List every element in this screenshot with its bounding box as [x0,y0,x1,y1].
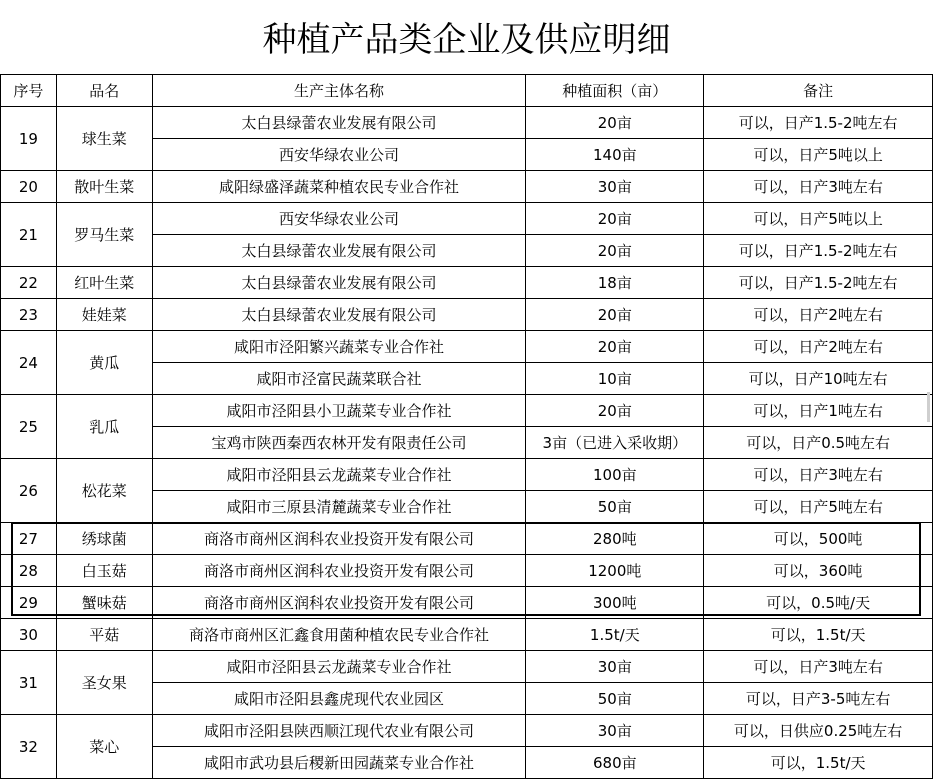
producer-cell: 咸阳市泾阳县云龙蔬菜专业合作社 [152,651,526,683]
table-row [1,171,933,203]
producer-cell: 咸阳市三原县清麓蔬菜专业合作社 [152,491,526,523]
remarks-cell: 可以，日产1.5-2吨左右 [704,235,933,267]
remarks-cell: 可以，500吨 [704,523,933,555]
producer-cell: 咸阳市泾阳县鑫虎现代农业园区 [152,683,526,715]
area-cell: 100亩 [526,459,704,491]
remarks-cell: 可以，日产2吨左右 [704,331,933,363]
producer-cell: 太白县绿蕾农业发展有限公司 [152,299,526,331]
table-row [1,267,933,299]
table-row [1,523,933,555]
seq-cell: 32 [1,715,57,779]
seq-cell: 24 [1,331,57,395]
product-name-cell: 罗马生菜 [56,203,152,267]
table-row [1,619,933,651]
remarks-cell: 可以，日产3-5吨左右 [704,683,933,715]
producer-cell: 商洛市商州区润科农业投资开发有限公司 [152,523,526,555]
area-cell: 18亩 [526,267,704,299]
product-name-cell: 蟹味菇 [56,587,152,619]
producer-cell: 西安华绿农业公司 [152,139,526,171]
table-row [1,651,933,683]
table-row [1,715,933,747]
remarks-cell: 可以，日产1.5-2吨左右 [704,267,933,299]
header-planting-area: 种植面积（亩） [526,75,704,107]
area-cell: 30亩 [526,715,704,747]
remarks-cell: 可以，日产3吨左右 [704,651,933,683]
remarks-cell: 可以，日产10吨左右 [704,363,933,395]
header-product-name: 品名 [56,75,152,107]
remarks-cell: 可以，360吨 [704,555,933,587]
remarks-cell: 可以，日产0.5吨左右 [704,427,933,459]
remarks-cell: 可以，日产3吨左右 [704,171,933,203]
remarks-cell: 可以，日供应0.25吨左右 [704,715,933,747]
product-name-cell: 松花菜 [56,459,152,523]
seq-cell: 30 [1,619,57,651]
product-name-cell: 黄瓜 [56,331,152,395]
area-cell: 30亩 [526,651,704,683]
remarks-cell: 可以，1.5t/天 [704,747,933,779]
seq-cell: 26 [1,459,57,523]
producer-cell: 咸阳市武功县后稷新田园蔬菜专业合作社 [152,747,526,779]
area-cell: 140亩 [526,139,704,171]
product-name-cell: 红叶生菜 [56,267,152,299]
seq-cell: 23 [1,299,57,331]
table-row [1,203,933,235]
producer-cell: 太白县绿蕾农业发展有限公司 [152,267,526,299]
product-name-cell: 白玉菇 [56,555,152,587]
seq-cell: 20 [1,171,57,203]
area-cell: 10亩 [526,363,704,395]
product-name-cell: 乳瓜 [56,395,152,459]
product-name-cell: 平菇 [56,619,152,651]
producer-cell: 西安华绿农业公司 [152,203,526,235]
scrollbar-mark [927,392,930,422]
area-cell: 20亩 [526,203,704,235]
area-cell: 1.5t/天 [526,619,704,651]
producer-cell: 商洛市商州区润科农业投资开发有限公司 [152,555,526,587]
area-cell: 50亩 [526,491,704,523]
product-name-cell: 菜心 [56,715,152,779]
header-row [1,75,933,107]
seq-cell: 31 [1,651,57,715]
seq-cell: 21 [1,203,57,267]
producer-cell: 咸阳绿盛泽蔬菜种植农民专业合作社 [152,171,526,203]
header-producer: 生产主体名称 [152,75,526,107]
seq-cell: 19 [1,107,57,171]
area-cell: 680亩 [526,747,704,779]
seq-cell: 27 [1,523,57,555]
product-name-cell: 球生菜 [56,107,152,171]
seq-cell: 25 [1,395,57,459]
remarks-cell: 可以，日产5吨左右 [704,491,933,523]
area-cell: 20亩 [526,107,704,139]
producer-cell: 咸阳市泾阳县陕西顺江现代农业有限公司 [152,715,526,747]
remarks-cell: 可以，日产3吨左右 [704,459,933,491]
remarks-cell: 可以，日产1吨左右 [704,395,933,427]
producer-cell: 太白县绿蕾农业发展有限公司 [152,107,526,139]
area-cell: 280吨 [526,523,704,555]
producer-cell: 商洛市商州区汇鑫食用菌种植农民专业合作社 [152,619,526,651]
producer-cell: 商洛市商州区润科农业投资开发有限公司 [152,587,526,619]
table-row [1,107,933,139]
area-cell: 3亩（已进入采收期） [526,427,704,459]
remarks-cell: 可以，日产1.5-2吨左右 [704,107,933,139]
header-seq: 序号 [1,75,57,107]
area-cell: 20亩 [526,331,704,363]
header-remarks: 备注 [704,75,933,107]
remarks-cell: 可以，日产5吨以上 [704,139,933,171]
remarks-cell: 可以，0.5吨/天 [704,587,933,619]
area-cell: 20亩 [526,299,704,331]
product-name-cell: 绣球菌 [56,523,152,555]
producer-cell: 咸阳市泾阳县小卫蔬菜专业合作社 [152,395,526,427]
producer-cell: 宝鸡市陕西秦西农林开发有限责任公司 [152,427,526,459]
seq-cell: 22 [1,267,57,299]
producer-cell: 咸阳市泾阳繁兴蔬菜专业合作社 [152,331,526,363]
producer-cell: 太白县绿蕾农业发展有限公司 [152,235,526,267]
area-cell: 50亩 [526,683,704,715]
table-row [1,299,933,331]
table-row [1,555,933,587]
table-row [1,587,933,619]
table-row [1,459,933,491]
remarks-cell: 可以，日产5吨以上 [704,203,933,235]
remarks-cell: 可以，1.5t/天 [704,619,933,651]
table-row [1,331,933,363]
area-cell: 20亩 [526,235,704,267]
area-cell: 1200吨 [526,555,704,587]
product-name-cell: 圣女果 [56,651,152,715]
area-cell: 300吨 [526,587,704,619]
supply-table [0,74,933,779]
seq-cell: 29 [1,587,57,619]
seq-cell: 28 [1,555,57,587]
area-cell: 30亩 [526,171,704,203]
area-cell: 20亩 [526,395,704,427]
document-title: 种植产品类企业及供应明细 [262,20,671,60]
product-name-cell: 娃娃菜 [56,299,152,331]
producer-cell: 咸阳市泾阳县云龙蔬菜专业合作社 [152,459,526,491]
producer-cell: 咸阳市泾富民蔬菜联合社 [152,363,526,395]
product-name-cell: 散叶生菜 [56,171,152,203]
remarks-cell: 可以，日产2吨左右 [704,299,933,331]
table-row [1,395,933,427]
